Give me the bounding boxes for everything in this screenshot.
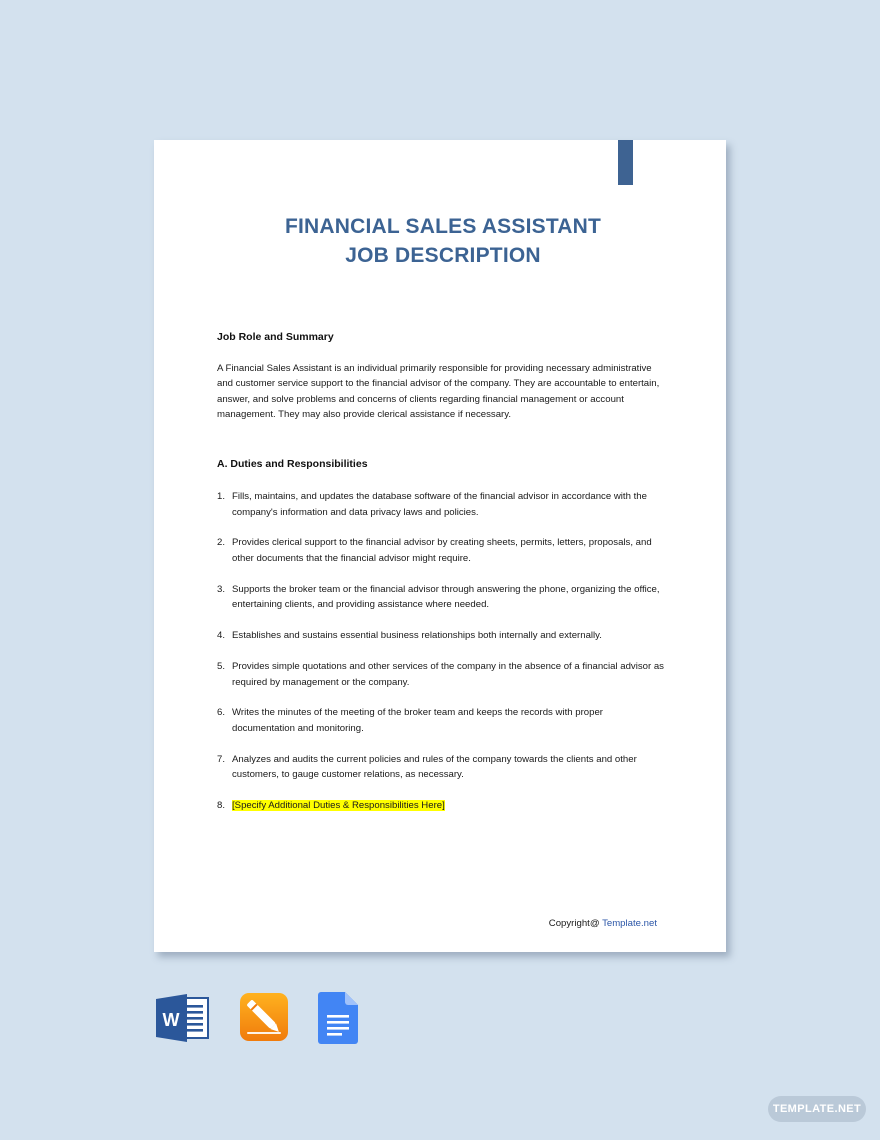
duty-number: 4. xyxy=(217,630,226,642)
duty-item xyxy=(217,659,667,690)
document-title xyxy=(154,212,732,270)
duty-placeholder-text: [Specify Additional Duties & Responsibilities Here] xyxy=(232,800,445,812)
duty-number: 2. xyxy=(217,537,226,549)
template-net-watermark: TEMPLATE.NET xyxy=(768,1096,866,1122)
google-docs-icon[interactable] xyxy=(318,992,358,1044)
summary-paragraph: A Financial Sales Assistant is an individual primarily responsible for providing necessary administrative and customer service support to the financial advisor of the company. They are accountable to entertain, answer, and solve problems and concerns of clients regarding financial management or account management. They may also provide clerical assistance if necessary. xyxy=(217,363,660,420)
accent-bar xyxy=(618,140,633,185)
duty-text: Fills, maintains, and updates the database software of the financial advisor in accordance with the company's information and data privacy laws and policies. xyxy=(232,491,647,518)
title-line-2: JOB DESCRIPTION xyxy=(345,244,541,267)
duty-text: Provides simple quotations and other services of the company in the absence of a financial advisor as required by management or the company. xyxy=(232,661,664,688)
title-line-1: FINANCIAL SALES ASSISTANT xyxy=(284,215,602,238)
document-page xyxy=(154,140,726,952)
copyright-notice xyxy=(549,918,657,929)
duty-item xyxy=(217,752,667,783)
duties-heading: A. Duties and Responsibilities xyxy=(217,458,368,470)
duty-text: Provides clerical support to the financial advisor by creating sheets, permits, letters, proposals, and other documents that the financial advisor might require. xyxy=(232,537,652,564)
duty-item xyxy=(217,628,667,644)
duty-item xyxy=(217,535,667,566)
duty-number: 1. xyxy=(217,491,226,502)
copyright-brand-link[interactable]: Template.net xyxy=(602,918,657,929)
duty-number: 5. xyxy=(217,661,226,673)
duty-number: 3. xyxy=(217,583,226,595)
duty-text: Supports the broker team or the financial advisor through answering the phone, organizing the office, entertaining clients, and providing assistance where needed. xyxy=(232,583,660,611)
pages-icon[interactable] xyxy=(239,992,289,1042)
duty-text: Analyzes and audits the current policies and rules of the company towards the clients and other customers, to gauge customer relations, as necessary. xyxy=(232,753,637,781)
duty-item xyxy=(217,582,667,613)
duty-text: Establishes and sustains essential business relationships both internally and externally. xyxy=(232,630,602,642)
summary-heading: Job Role and Summary xyxy=(217,331,334,343)
duty-number: 8. xyxy=(217,800,226,812)
word-letter: W xyxy=(162,1010,180,1030)
duty-item-placeholder xyxy=(217,798,667,814)
duties-list xyxy=(217,489,667,829)
word-icon[interactable] xyxy=(156,994,210,1042)
duty-item xyxy=(217,489,667,520)
duty-item xyxy=(217,705,667,736)
duty-number: 6. xyxy=(217,707,226,719)
copyright-prefix: Copyright@ xyxy=(548,918,603,929)
duty-number: 7. xyxy=(217,753,226,765)
duty-text: Writes the minutes of the meeting of the broker team and keeps the records with proper documentation and monitoring. xyxy=(232,707,603,734)
